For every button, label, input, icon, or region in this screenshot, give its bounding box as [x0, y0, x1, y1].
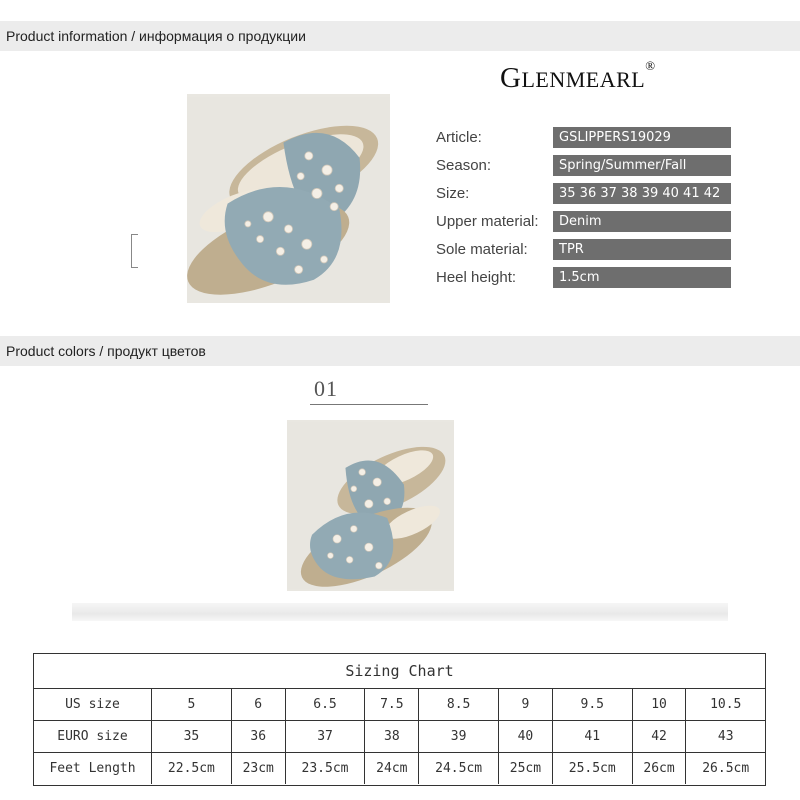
- table-cell: 37: [285, 721, 365, 753]
- table-cell: 25cm: [499, 753, 553, 785]
- spec-row-sole-material: [436, 239, 736, 260]
- sizing-chart-title: Sizing Chart: [345, 662, 454, 680]
- slipper-photo-icon: [287, 420, 454, 591]
- table-cell: 36: [231, 721, 285, 753]
- table-cell: 35: [152, 721, 232, 753]
- table-cell: 42: [632, 721, 686, 753]
- section-title-product-info: Product information / информация о продукции: [6, 28, 306, 44]
- sizing-chart: [33, 653, 766, 786]
- spec-value: 1.5cm: [553, 267, 731, 288]
- table-cell: 24.5cm: [419, 753, 499, 785]
- table-cell: 23cm: [231, 753, 285, 785]
- spec-label: Heel height:: [436, 269, 517, 286]
- table-cell: 26cm: [632, 753, 686, 785]
- table-cell: 38: [365, 721, 419, 753]
- sizing-table: [34, 688, 765, 784]
- corner-bracket-mark: [131, 234, 138, 268]
- brand-initial: G: [500, 62, 522, 94]
- color-option-photo[interactable]: [287, 420, 454, 591]
- table-cell: 22.5cm: [152, 753, 232, 785]
- table-cell: 9.5: [552, 689, 632, 721]
- slipper-photo-icon: [187, 94, 390, 303]
- table-row: [34, 689, 765, 721]
- spec-row-season: [436, 155, 736, 176]
- table-cell: 6.5: [285, 689, 365, 721]
- table-cell: 40: [499, 721, 553, 753]
- row-header: EURO size: [34, 721, 152, 753]
- table-cell: 8.5: [419, 689, 499, 721]
- table-cell: 9: [499, 689, 553, 721]
- table-cell: 25.5cm: [552, 753, 632, 785]
- table-cell: 10: [632, 689, 686, 721]
- spec-label: Sole material:: [436, 241, 528, 258]
- table-cell: 26.5cm: [686, 753, 765, 785]
- spec-row-heel-height: [436, 267, 736, 288]
- table-row: [34, 721, 765, 753]
- brand-name-rest: LENMEARL: [521, 67, 646, 92]
- spec-row-article: [436, 127, 736, 148]
- registered-mark: ®: [645, 58, 656, 74]
- section-header-product-colors: [0, 336, 800, 366]
- table-cell: 7.5: [365, 689, 419, 721]
- table-cell: 43: [686, 721, 765, 753]
- table-cell: 10.5: [686, 689, 765, 721]
- divider-shadow: [72, 603, 728, 621]
- spec-row-upper-material: [436, 211, 736, 232]
- table-cell: 24cm: [365, 753, 419, 785]
- product-photo: [187, 94, 390, 303]
- spec-label: Upper material:: [436, 213, 539, 230]
- spec-value: 35 36 37 38 39 40 41 42: [553, 183, 731, 204]
- table-cell: 41: [552, 721, 632, 753]
- spec-value: TPR: [553, 239, 731, 260]
- table-cell: 23.5cm: [285, 753, 365, 785]
- spec-value: Spring/Summer/Fall: [553, 155, 731, 176]
- section-header-product-info: [0, 21, 800, 51]
- spec-row-size: [436, 183, 736, 204]
- spec-value: Denim: [553, 211, 731, 232]
- spec-label: Article:: [436, 129, 482, 146]
- brand-logo: [500, 58, 656, 95]
- spec-label: Size:: [436, 185, 470, 202]
- spec-value: GSLIPPERS19029: [553, 127, 731, 148]
- spec-label: Season:: [436, 157, 492, 174]
- table-cell: 39: [419, 721, 499, 753]
- row-header: Feet Length: [34, 753, 152, 785]
- row-header: US size: [34, 689, 152, 721]
- table-cell: 6: [231, 689, 285, 721]
- color-option-underline: [310, 404, 428, 405]
- section-title-product-colors: Product colors / продукт цветов: [6, 343, 206, 359]
- table-cell: 5: [152, 689, 232, 721]
- table-row: [34, 753, 765, 785]
- color-option-number: 01: [314, 376, 338, 401]
